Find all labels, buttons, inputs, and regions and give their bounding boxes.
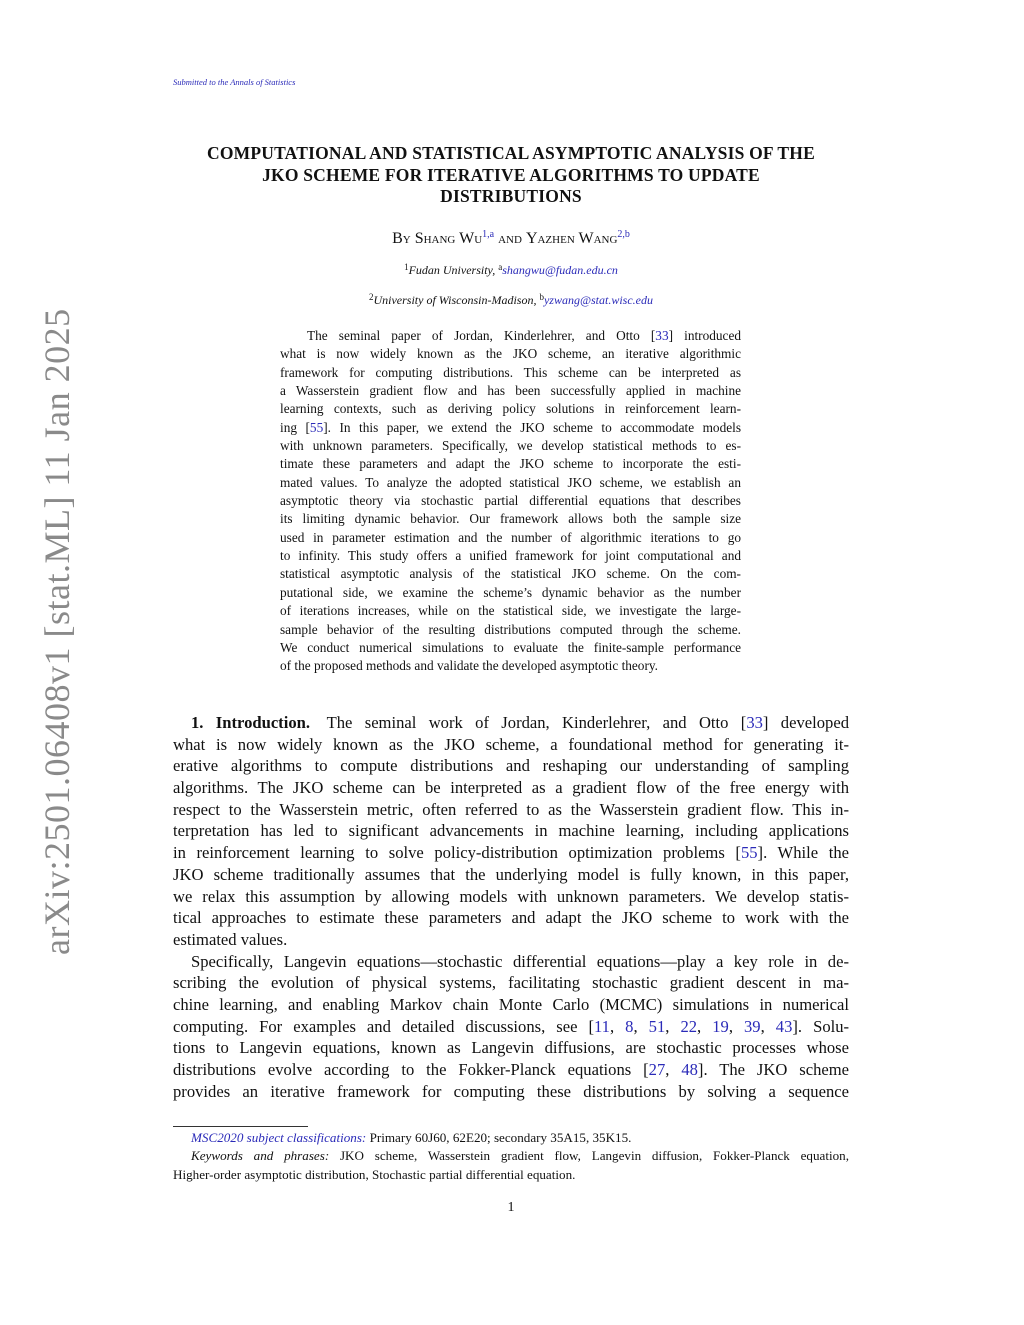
paragraph-line: computing. For examples and detailed discussions, see [11, 8, 51, 22, 19, 39, 43]. Solu- [173, 1016, 850, 1036]
abstract-line: of iterations increases, while on the statistical side, we investigate the large- [280, 603, 741, 619]
citation-link[interactable]: 51 [648, 1016, 666, 1036]
affiliation-number: 2 [368, 292, 374, 302]
paragraph-line: erative algorithms to compute distributions and reshaping our understanding of sampling [173, 756, 849, 776]
email-link[interactable]: yzwang@stat.wisc.edu [543, 293, 654, 307]
affiliation-number: 1 [404, 262, 409, 272]
title-line: JKO SCHEME FOR ITERATIVE ALGORITHMS TO UPDATE [262, 164, 760, 185]
paragraph-line: estimated values. [173, 929, 288, 949]
author-affiliation-mark[interactable]: 1,a [482, 229, 495, 240]
title-line: COMPUTATIONAL AND STATISTICAL ASYMPTOTIC ANALYSIS OF THE [207, 143, 815, 163]
and-label: and [498, 230, 522, 247]
abstract-line: with unknown parameters. Specifically, we develop statistical methods to es- [280, 438, 741, 454]
paragraph-line: Specifically, Langevin equations—stochastic differential equations—play a key role in de- [191, 951, 849, 971]
msc-footnote [173, 1129, 849, 1147]
affiliation [173, 262, 849, 278]
citation-link[interactable]: 33 [655, 328, 669, 343]
paragraph-line: tical approaches to estimate these parameters and adapt the JKO scheme to work with the [173, 908, 849, 928]
paragraph-line: scribing the evolution of physical systems, facilitating stochastic gradient descent in ma- [173, 973, 849, 993]
abstract-line: learning contexts, such as deriving policy solutions in reinforcement learn- [280, 401, 741, 417]
email-mark: a [498, 262, 503, 272]
abstract-line: asymptotic theory via stochastic partial differential equations that describes [280, 493, 741, 509]
paper-title [173, 143, 849, 208]
keywords-text: JKO scheme, Wasserstein gradient flow, Langevin diffusion, Fokker-Planck equation, [329, 1148, 849, 1164]
abstract-line: putational side, we examine the scheme’s dynamic behavior as the number [280, 584, 741, 600]
citation-link[interactable]: 19 [712, 1016, 729, 1036]
abstract-line: to infinity. This study offers a unified framework for joint computational and [280, 548, 741, 564]
page-number: 1 [507, 1200, 515, 1215]
email-mark: b [539, 292, 544, 302]
abstract-line: We conduct numerical simulations to evaluate the finite-sample performance [280, 639, 741, 655]
abstract-line: timate these parameters and adapt the JKO scheme to incorporate the esti- [280, 456, 741, 472]
citation-link[interactable]: 48 [681, 1060, 698, 1079]
introduction-section [173, 712, 849, 1102]
paragraph-line: in reinforcement learning to solve policy-distribution optimization problems [55]. While the [173, 843, 849, 863]
keywords-footnote [173, 1147, 849, 1165]
citation-link[interactable]: 55 [740, 843, 758, 863]
abstract-line: The seminal paper of Jordan, Kinderlehrer, and Otto [33] introduced [307, 328, 742, 343]
author-name: Yazhen Wang [525, 230, 618, 247]
affiliation [173, 292, 849, 308]
author-name: Shang Wu [414, 230, 483, 247]
author-line [173, 229, 849, 248]
author-affiliation-mark[interactable]: 2,b [617, 229, 630, 240]
footnote-divider [173, 1126, 308, 1127]
abstract-line: used in parameter estimation and the number of algorithmic iterations to go [280, 529, 741, 545]
citation-link[interactable]: 27 [648, 1060, 666, 1079]
citation-link[interactable]: 33 [746, 713, 763, 732]
arxiv-identifier[interactable]: arXiv:2501.06408v1 [stat.ML] 11 Jan 2025 [37, 308, 77, 955]
paragraph-line: 1. Introduction. The seminal work of Jordan, Kinderlehrer, and Otto [33] developed [191, 713, 849, 732]
paragraph-line: terpretation has led to significant advancements in machine learning, including applications [173, 821, 849, 841]
abstract-line: ing [55]. In this paper, we extend the JKO scheme to accommodate models [280, 419, 741, 435]
abstract-line: mated values. To analyze the adopted statistical JKO scheme, we establish an [280, 474, 741, 490]
abstract-line: sample behavior of the resulting distributions computed through the scheme. [280, 621, 741, 637]
citation-link[interactable]: 11 [594, 1016, 610, 1036]
keywords-footnote-cont: Higher-order asymptotic distribution, Stochastic partial differential equation. [173, 1166, 576, 1182]
abstract-line: its limiting dynamic behavior. Our framework allows both the sample size [280, 511, 741, 527]
footnotes [173, 1129, 849, 1184]
paragraph-line: algorithms. The JKO scheme can be interpreted as a gradient flow of the free energy with [173, 778, 849, 798]
paragraph-line: provides an iterative framework for computing these distributions by solving a sequence [173, 1081, 849, 1101]
by-label: By [392, 230, 411, 247]
citation-link[interactable]: 8 [625, 1016, 634, 1036]
paragraph-line: what is now widely known as the JKO scheme, a foundational method for generating it- [173, 734, 849, 754]
citation-link[interactable]: 39 [744, 1016, 761, 1036]
abstract-line: what is now widely known as the JKO scheme, an iterative algorithmic [280, 346, 741, 362]
msc-text: Primary 60J60, 62E20; secondary 35A15, 35K15. [366, 1130, 632, 1145]
paragraph-line: JKO scheme traditionally assumes that the underlying model is fully known, in this paper, [173, 864, 849, 884]
section-heading: 1. Introduction. [191, 713, 310, 732]
paragraph-line: we relax this assumption by allowing models with unknown parameters. We develop statis- [173, 886, 849, 906]
msc-label[interactable]: MSC2020 subject classifications: [191, 1130, 367, 1145]
abstract-line: statistical asymptotic analysis of the statistical JKO scheme. On the com- [280, 566, 741, 582]
journal-header-note: Submitted to the Annals of Statistics [173, 77, 296, 87]
abstract-line: a Wasserstein gradient flow and has been successfully applied in machine [280, 383, 741, 399]
paragraph-line: tions to Langevin equations, known as Langevin diffusions, are stochastic processes whose [173, 1038, 849, 1058]
title-line: DISTRIBUTIONS [440, 186, 582, 206]
abstract-line: framework for computing distributions. This scheme can be interpreted as [280, 364, 741, 380]
citation-link[interactable]: 55 [309, 419, 324, 435]
abstract [280, 327, 741, 676]
affiliation-name: Fudan University, [408, 263, 499, 277]
keywords-label: Keywords and phrases: [191, 1148, 330, 1164]
paragraph-line: respect to the Wasserstein metric, often referred to as the Wasserstein gradient flow. This in- [173, 799, 849, 819]
affiliation-name: University of Wisconsin-Madison, [373, 293, 540, 307]
abstract-line: of the proposed methods and validate the developed asymptotic theory. [280, 658, 658, 674]
citation-link[interactable]: 43 [775, 1016, 793, 1036]
paragraph-line: chine learning, and enabling Markov chain Monte Carlo (MCMC) simulations in numerical [173, 994, 849, 1014]
email-link[interactable]: shangwu@fudan.edu.cn [502, 263, 618, 277]
paragraph-line: distributions evolve according to the Fokker-Planck equations [27, 48]. The JKO scheme [173, 1060, 850, 1079]
citation-link[interactable]: 22 [680, 1016, 698, 1036]
